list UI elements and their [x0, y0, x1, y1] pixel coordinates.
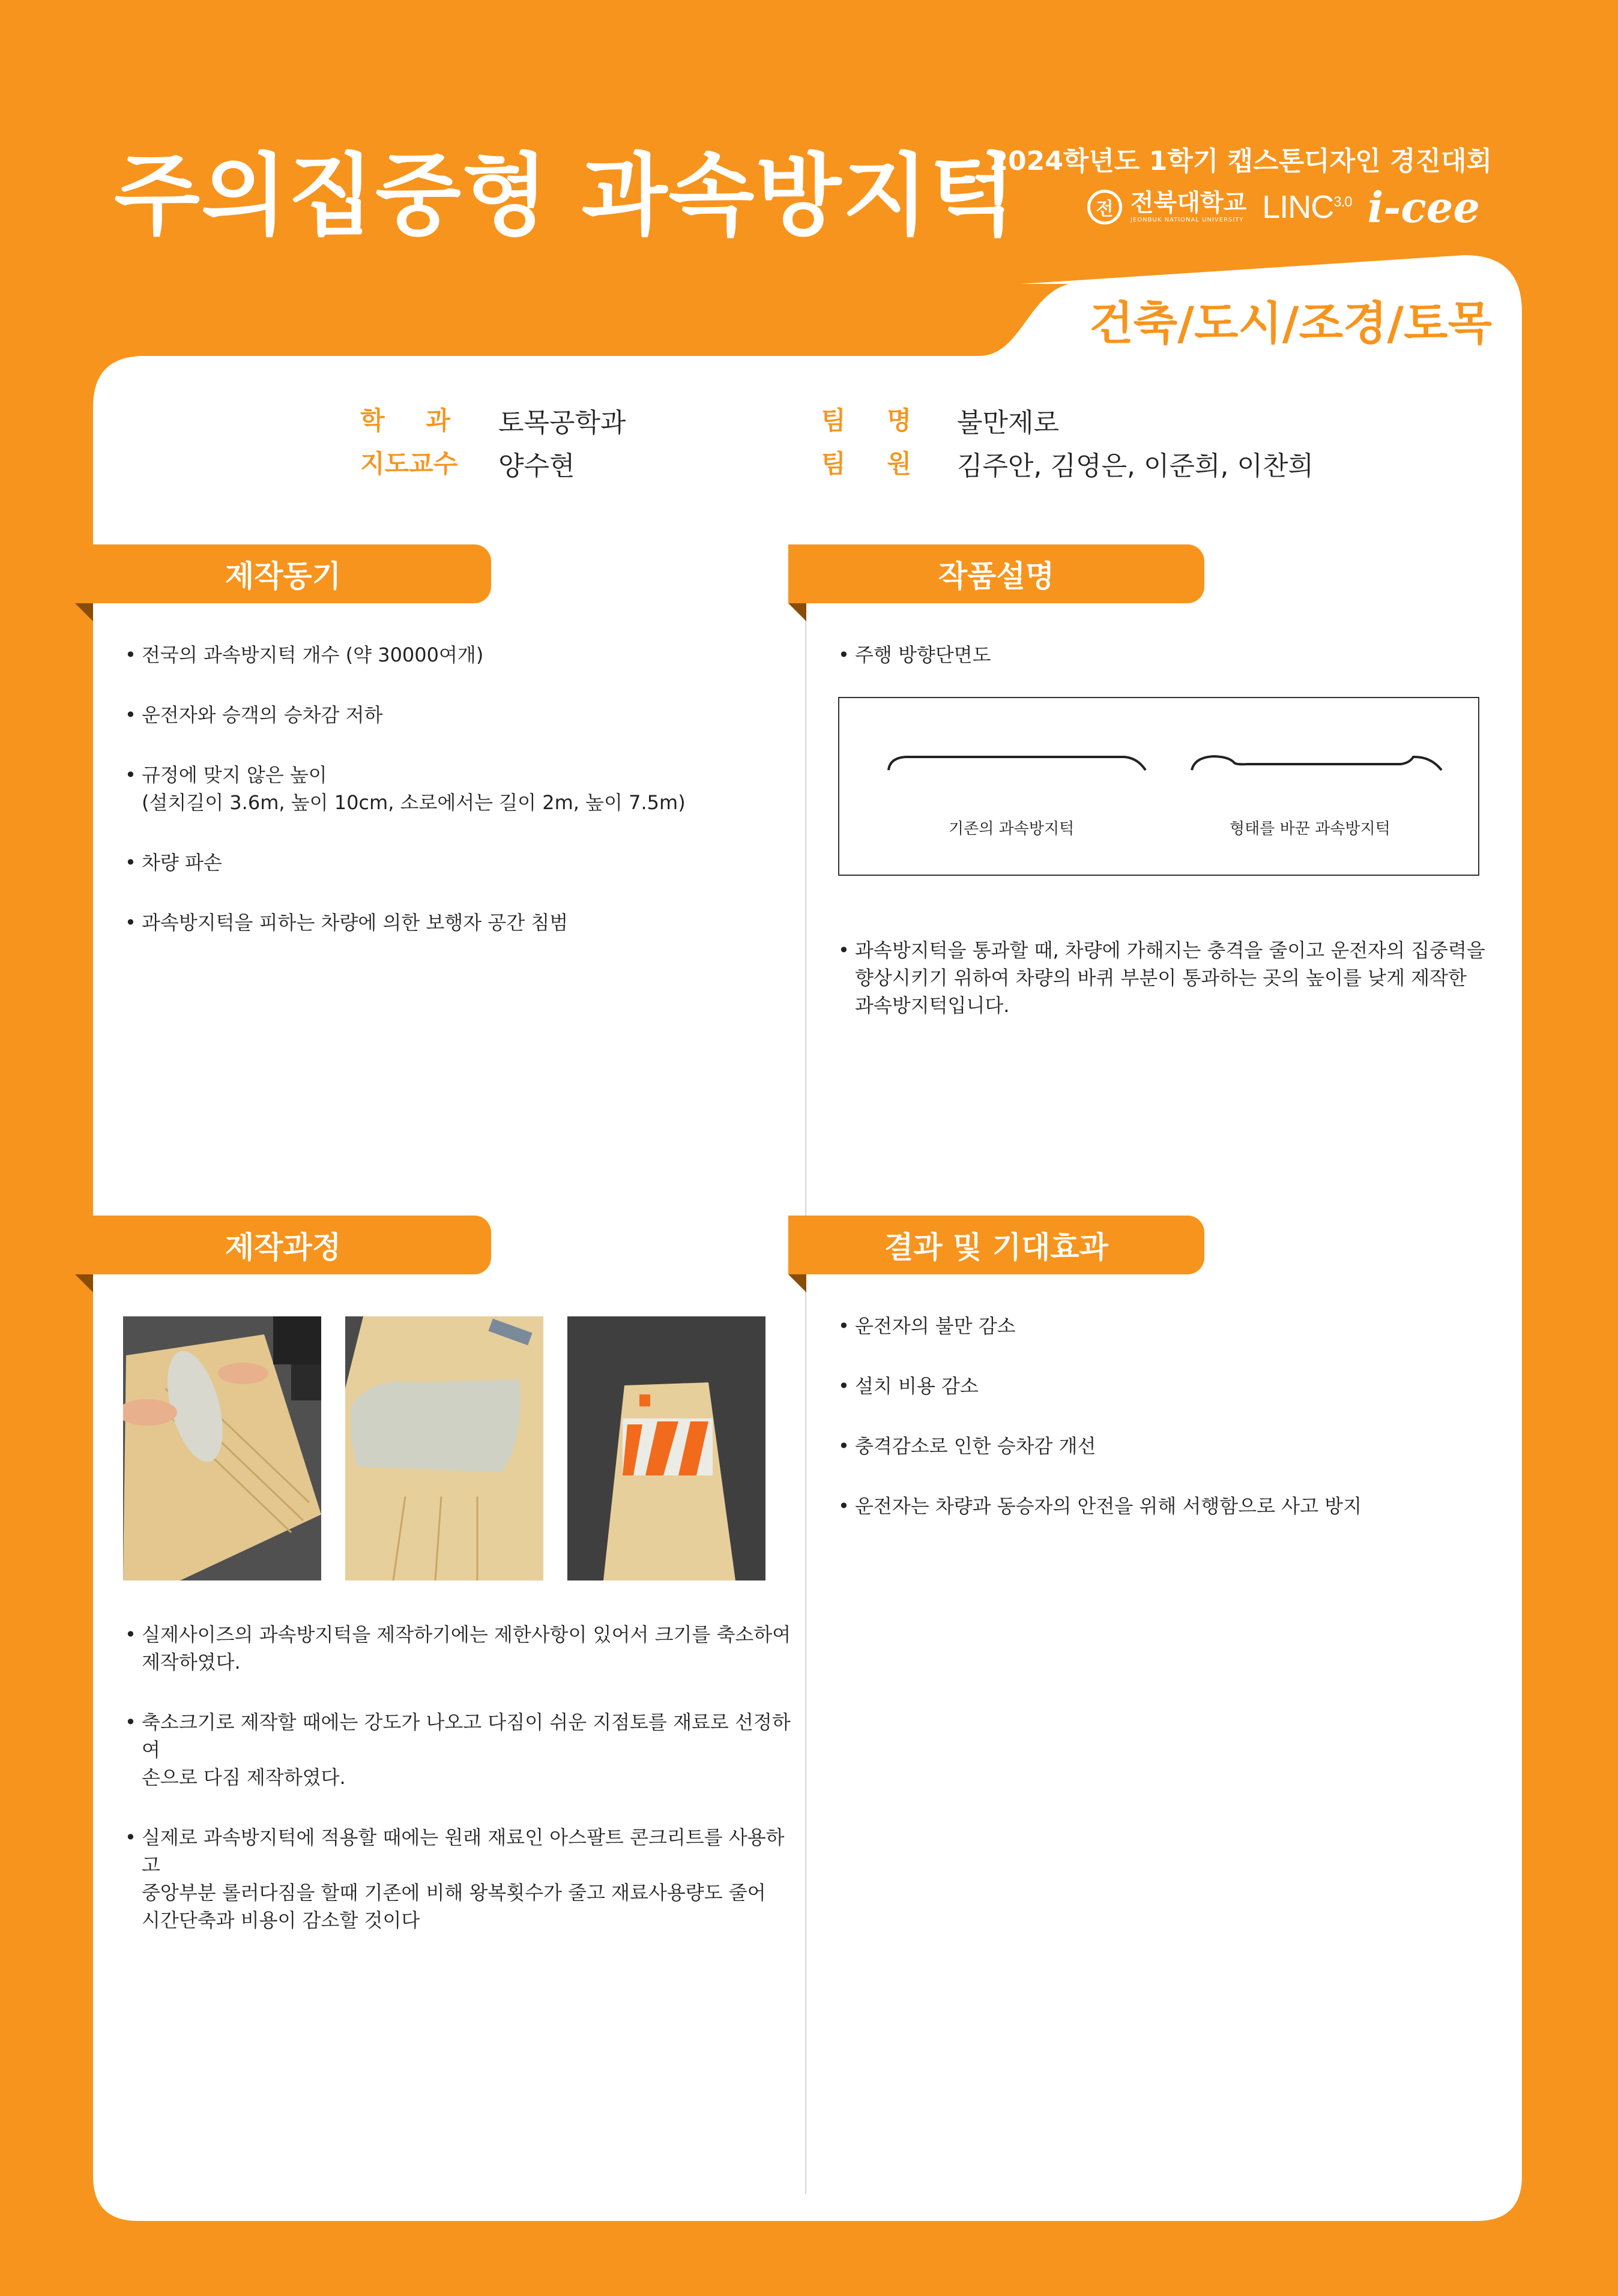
- list-item: • 운전자와 승객의 승차감 저하: [125, 701, 785, 729]
- jbnu-name: 전북대학교: [1130, 189, 1247, 217]
- dept-value: 토목공학과: [498, 408, 626, 438]
- motivation-heading: 제작동기: [75, 544, 491, 603]
- process-item-2-line-1: 축소크기로 제작할 때에는 강도가 나오고 다짐이 쉬운 지점토를 재료로 선정하여: [142, 1711, 791, 1761]
- process-list: [125, 1621, 791, 1934]
- photo-3-illustration: [567, 1316, 765, 1580]
- university-seal-icon: 전: [1087, 190, 1122, 224]
- photo-2-illustration: [345, 1316, 543, 1580]
- list-item-continuation: (설치길이 3.6m, 높이 10cm, 소로에서는 길이 2m, 높이 7.5m): [142, 791, 686, 814]
- member-label-char-1: 팀: [821, 449, 846, 478]
- description-line-3: 과속방지턱입니다.: [855, 994, 1010, 1017]
- member-label: [821, 444, 911, 480]
- process-photo-1: [123, 1316, 321, 1580]
- dept-label-char-2: 과: [426, 406, 450, 435]
- icee-logo: i-cee: [1367, 182, 1480, 232]
- list-item: [125, 1708, 791, 1791]
- linc-text: LINC: [1262, 189, 1334, 225]
- list-item: • 전국의 과속방지턱 개수 (약 30000여개): [125, 641, 785, 669]
- results-list: [838, 1312, 1499, 1520]
- team-value: 불만제로: [957, 408, 1060, 438]
- results-heading: 결과 및 기대효과: [788, 1216, 1204, 1274]
- diagram-title: • 주행 방향단면도: [838, 641, 1487, 669]
- list-item: • 설치 비용 감소: [838, 1372, 1499, 1400]
- page-title: 주의집중형 과속방지턱: [114, 144, 1017, 247]
- clay-bump: [351, 1379, 521, 1472]
- hand: [218, 1363, 268, 1384]
- modified-bump-label: 형태를 바꾼 과속방지턱: [1230, 820, 1390, 838]
- description-line-1: 과속방지턱을 통과할 때, 차량에 가해지는 충격을 줄이고 운전자의 집중력을: [855, 939, 1485, 962]
- category-label: 건축/도시/조경/토목: [1089, 297, 1492, 350]
- description-heading-fold: [788, 603, 806, 621]
- linc-suffix: 3.0: [1333, 194, 1352, 210]
- jbnu-english: JEONBUK NATIONAL UNIVERSITY: [1130, 217, 1244, 223]
- process-heading: 제작과정: [75, 1216, 491, 1274]
- photo-1-illustration: [123, 1316, 321, 1580]
- motivation-heading-fold: [75, 603, 93, 621]
- process-item-1-line-2: 제작하였다.: [142, 1651, 241, 1674]
- list-item: • 차량 파손: [125, 849, 785, 876]
- team-label: [821, 401, 911, 437]
- motivation-list: [125, 641, 785, 936]
- person-leg: [273, 1316, 321, 1364]
- process-heading-fold: [75, 1274, 93, 1292]
- advisor-label: 지도교수: [360, 449, 458, 478]
- process-item-3-line-2: 중앙부분 롤러다짐을 할때 기존에 비해 왕복횟수가 줄고 재료사용량도 줄어: [142, 1881, 766, 1904]
- existing-bump-profile: [889, 757, 1146, 770]
- list-item: • 운전자는 차량과 동승자의 안전을 위해 서행함으로 사고 방지: [838, 1492, 1499, 1520]
- dept-label: [360, 401, 450, 437]
- description-list: [838, 936, 1493, 1019]
- team-label-char-1: 팀: [821, 406, 846, 435]
- process-item-1-line-1: 실제사이즈의 과속방지턱을 제작하기에는 제한사항이 있어서 크기를 축소하여: [142, 1623, 791, 1646]
- process-item-3-line-3: 시간단축과 비용이 감소할 것이다: [142, 1909, 420, 1932]
- list-item: [125, 1621, 791, 1676]
- member-value: 김주안, 김영은, 이준희, 이찬희: [957, 451, 1314, 481]
- cross-section-svg: [839, 698, 1478, 875]
- diagram-title-list: [838, 641, 1487, 669]
- process-photo-3: [567, 1316, 765, 1580]
- results-heading-fold: [788, 1274, 806, 1292]
- contest-name: 2024학년도 1학기 캡스톤디자인 경진대회: [989, 146, 1492, 176]
- list-item: • 과속방지턱을 피하는 차량에 의한 보행자 공간 침범: [125, 909, 785, 936]
- dept-label-char-1: 학: [360, 406, 385, 435]
- column-divider: [805, 561, 806, 2194]
- team-label-char-2: 명: [887, 406, 911, 435]
- description-line-2: 향상시키기 위하여 차량의 바퀴 부분이 통과하는 곳의 높이를 낮게 제작한: [855, 966, 1467, 989]
- member-label-char-2: 원: [887, 449, 911, 478]
- existing-bump-label: 기존의 과속방지턱: [949, 820, 1075, 838]
- list-item: • 규정에 맞지 않은 높이: [125, 761, 785, 789]
- process-item-3-line-1: 실제로 과속방지턱에 적용할 때에는 원래 재료인 아스팔트 콘크리트를 사용하고: [142, 1826, 785, 1876]
- list-item: • 운전자의 불만 감소: [838, 1312, 1499, 1340]
- list-item: [125, 1824, 791, 1934]
- cross-section-diagram: [838, 697, 1479, 876]
- list-item: [838, 936, 1493, 1019]
- list-item: • 충격감소로 인한 승차감 개선: [838, 1432, 1499, 1460]
- process-photo-2: [345, 1316, 543, 1580]
- description-heading: 작품설명: [788, 544, 1204, 603]
- process-item-2-line-2: 손으로 다짐 제작하였다.: [142, 1766, 346, 1789]
- advisor-value: 양수현: [498, 451, 575, 481]
